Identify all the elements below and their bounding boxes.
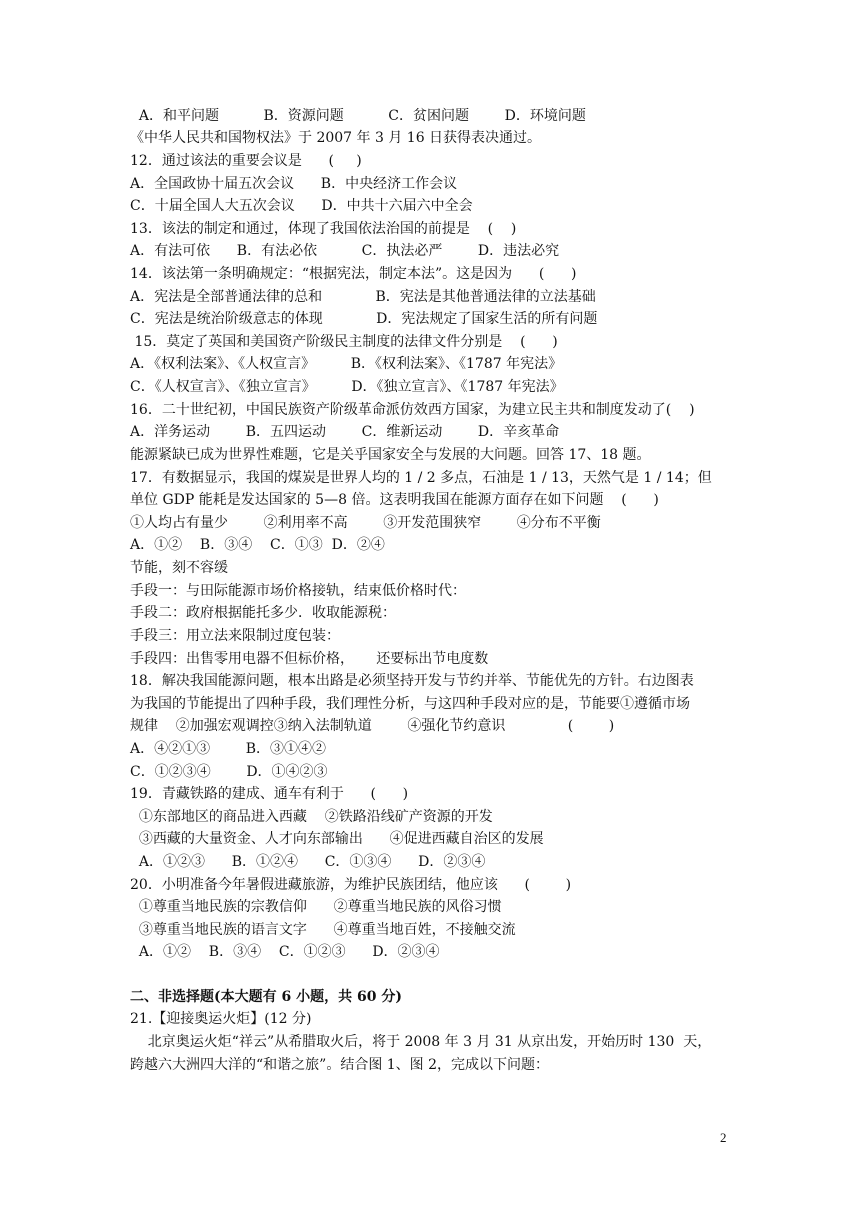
text-line: A．④②①③ B．③①④②	[130, 741, 326, 757]
text-line: ①东部地区的商品进入西藏 ②铁路沿线矿产资源的开发	[130, 809, 493, 825]
text-line: A．①② B．③④ C．①②③ D．②③④	[130, 944, 440, 960]
text-line: ③尊重当地民族的语言文字 ④尊重当地百姓，不接触交流	[130, 922, 516, 938]
question-18: 18．解决我国能源问题，根本出路是必须坚持开发与节约并举、节能优先的方针。右边图表	[130, 673, 694, 689]
text-line: 能源紧缺已成为世界性难题，它是关乎国家安全与发展的大问题。回答 17、18 题。	[130, 447, 651, 463]
text-line: A．《权利法案》、《人权宣言》 B．《权利法案》、《1787 年宪法》	[130, 356, 563, 372]
text-line: ①尊重当地民族的宗教信仰 ②尊重当地民族的风俗习惯	[130, 899, 502, 915]
question-16: 16．二十世纪初，中国民族资产阶级革命派仿效西方国家，为建立民主共和制度发动了( )	[130, 402, 695, 418]
text-line: C．①②③④ D．①④②③	[130, 764, 328, 780]
section-heading: 二、非选择题(本大题有 6 小题，共 60 分)	[130, 989, 402, 1005]
text-line: C．十届全国人大五次会议 D．中共十六届六中全会	[130, 198, 473, 214]
page-number: 2	[720, 1130, 727, 1145]
question-19: 19．青藏铁路的建成、通车有利于 ( )	[130, 786, 409, 802]
text-line: A．①②③ B．①②④ C．①③④ D．②③④	[130, 854, 486, 870]
text-line: C．宪法是统治阶级意志的体现 D．宪法规定了国家生活的所有问题	[130, 311, 598, 327]
text-line: 手段三：用立法来限制过度包装：	[130, 628, 340, 644]
question-20: 20．小明准备今年暑假进藏旅游，为维护民族团结，他应该 ( )	[130, 877, 572, 893]
question-12: 12．通过该法的重要会议是 ( )	[130, 153, 362, 169]
question-13: 13．该法的制定和通过，体现了我国依法治国的前提是 ( )	[130, 221, 517, 237]
text-line: 手段一：与田际能源市场价格接轨，结束低价格时代：	[130, 583, 466, 599]
text-line: 跨越六大洲四大洋的“和谐之旅”。结合图 1、图 2，完成以下问题：	[130, 1057, 550, 1073]
text-line: A．①② B．③④ C．①③ D．②④	[130, 537, 385, 553]
text-line: 节能，刻不容缓	[130, 560, 228, 576]
text-line: 《中华人民共和国物权法》于 2007 年 3 月 16 日获得表决通过。	[130, 130, 542, 146]
text-line: A．有法可依 B．有法必依 C．执法必严 D．违法必究	[130, 243, 560, 259]
text-line: 手段四：出售零用电器不但标价格， 还要标出节电度数	[130, 651, 489, 667]
question-15: 15．莫定了英国和美国资产阶级民主制度的法律文件分别是 ( )	[130, 334, 558, 350]
text-line: A．宪法是全部普通法律的总和 B．宪法是其他普通法律的立法基础	[130, 289, 596, 305]
text-line: 手段二：政府根据能托多少．收取能源税：	[130, 605, 396, 621]
question-14: 14．该法第一条明确规定：“根据宪法，制定本法”。这是因为 ( )	[130, 266, 577, 282]
text-line: ①人均占有量少 ②利用率不高 ③开发范围狭窄 ④分布不平衡	[130, 515, 601, 531]
text-line: 单位 GDP 能耗是发达国家的 5—8 倍。这表明我国在能源方面存在如下问题 ( )	[130, 492, 659, 508]
text-line: A．洋务运动 B．五四运动 C．维新运动 D．辛亥革命	[130, 424, 560, 440]
question-17: 17．有数据显示，我国的煤炭是世界人均的 1 / 2 多点，石油是 1 / 13，天然气是 1 / 14；但	[130, 470, 712, 486]
text-line: C．《人权宣言》、《独立宣言》 D．《独立宣言》、《1787 年宪法》	[130, 379, 564, 395]
text-line: 为我国的节能提出了四种手段，我们理性分析，与这四种手段对应的是，节能要①遵循市场	[130, 696, 690, 712]
text-line: 北京奥运火炬“祥云”从希腊取火后，将于 2008 年 3 月 31 从京出发，开始历时 130 天，	[130, 1034, 712, 1050]
text-line: ③西藏的大量资金、人才向东部输出 ④促进西藏自治区的发展	[130, 831, 544, 847]
text-line: A．全国政协十届五次会议 B．中央经济工作会议	[130, 176, 458, 192]
text-line: A．和平问题 B．资源问题 C．贫困问题 D．环境问题	[130, 108, 586, 124]
question-21: 21.【迎接奥运火炬】(12 分)	[130, 1011, 312, 1027]
text-line: 规律 ②加强宏观调控③纳入法制轨道 ④强化节约意识 ( )	[130, 718, 615, 734]
